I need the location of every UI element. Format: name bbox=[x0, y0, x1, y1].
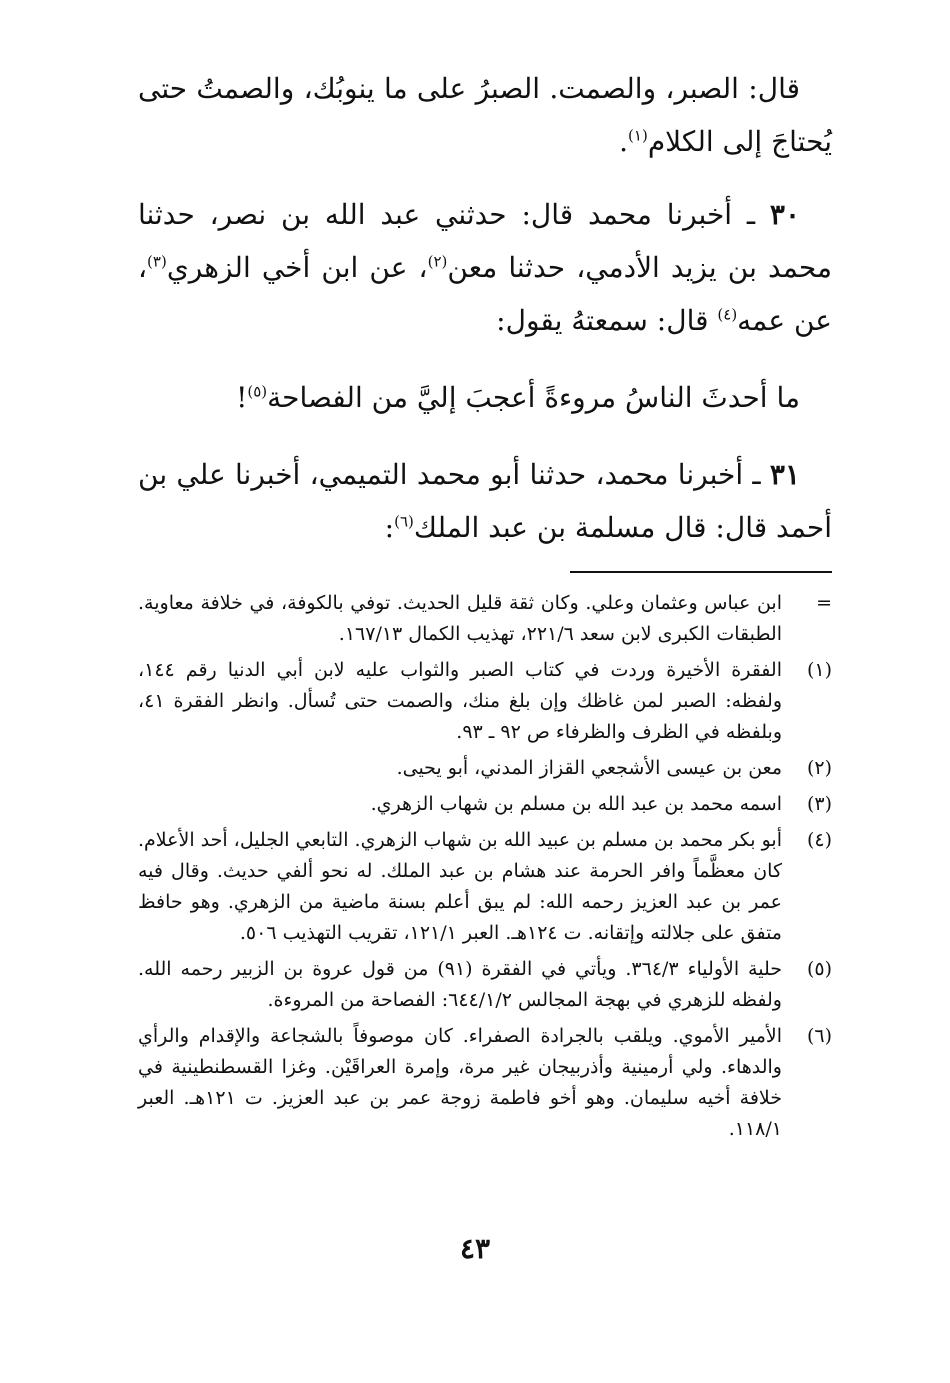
main-text bbox=[138, 62, 832, 554]
page-number: ٤٣ bbox=[459, 1232, 491, 1265]
paragraph-number: ٣٠ bbox=[769, 198, 800, 231]
footnote-ref: (٦) bbox=[394, 512, 414, 531]
footnote-mark: (٣) bbox=[806, 793, 832, 815]
paragraph-31 bbox=[138, 448, 832, 554]
footnote-4 bbox=[138, 825, 832, 949]
text: قال: الصبر، والصمت. الصبرُ على ما ينوبُك، والصمتُ حتى يُحتاجَ إلى الكلام bbox=[138, 72, 832, 158]
footnote-3 bbox=[138, 789, 832, 820]
footnote-text: الفقرة الأخيرة وردت في كتاب الصبر والثواب عليه لابن أبي الدنيا رقم ١٤٤، ولفظه: الصبر لمن غاظك وإن بلغ منك، والصمت حتى تُسأل. وانظر الفقرة ٤١، وبلفظه في الظرف والظرفاء ص ٩٢ ـ ٩٣. bbox=[138, 659, 782, 743]
text: قال: سمعتهُ يقول: bbox=[496, 304, 718, 337]
footnotes bbox=[138, 588, 832, 1150]
text: : bbox=[384, 511, 395, 544]
paragraph-29-end bbox=[138, 62, 832, 168]
footnote-mark: (٤) bbox=[806, 829, 832, 851]
footnote-mark: (٥) bbox=[806, 958, 832, 980]
text: ! bbox=[236, 381, 248, 414]
footnote-ref: (١) bbox=[628, 126, 648, 145]
footnote-ref: (٢) bbox=[427, 252, 448, 271]
paragraph-number: ٣١ bbox=[769, 458, 800, 491]
footnote-ref: (٤) bbox=[717, 305, 738, 324]
text: ، عن ابن أخي الزهري bbox=[166, 251, 428, 284]
text: . bbox=[619, 125, 629, 158]
footnote-5 bbox=[138, 954, 832, 1016]
footnote-text: اسمه محمد بن عبد الله بن مسلم بن شهاب الزهري. bbox=[370, 793, 782, 815]
footnote-mark: (٦) bbox=[806, 1025, 832, 1047]
paragraph-30 bbox=[138, 188, 832, 347]
footnote-mark: (٢) bbox=[806, 757, 832, 779]
footnote-text: حلية الأولياء ٣٦٤/٣. ويأتي في الفقرة (٩١) من قول عروة بن الزبير رحمه الله. ولفظه للزهري في بهجة المجالس ٦٤٤/١/٢: الفصاحة من المروءة. bbox=[138, 958, 783, 1011]
footnote-text: معن بن عيسى الأشجعي القزاز المدني، أبو يحيى. bbox=[396, 757, 782, 779]
footnote-text: ابن عباس وعثمان وعلي. وكان ثقة قليل الحديث. توفي بالكوفة، في خلافة معاوية. الطبقات الكبرى لابن سعد ٢٢١/٦، تهذيب الكمال ١٦٧/١٣. bbox=[138, 592, 782, 645]
footnote-text: الأمير الأموي. ويلقب بالجرادة الصفراء. كان موصوفاً بالشجاعة والإقدام والرأي والدهاء. ولي أرمينية وأذربيجان غير مرة، وإمرة العراقَيْن. وغزا القسطنطينية في خلافة أخيه سليمان. وهو أخو فاطمة زوجة عمر بن عبد العزيز. ت ١٢١هـ. العبر ١١٨/١. bbox=[138, 1025, 782, 1140]
text: ما أحدثَ الناسُ مروءةً أعجبَ إليَّ من الفصاحة bbox=[267, 381, 800, 414]
footnote-ref: (٥) bbox=[247, 382, 268, 401]
footnote-ref: (٣) bbox=[147, 252, 167, 271]
text: ـ أخبرنا محمد، حدثنا أبو محمد التميمي، أخبرنا علي بن أحمد قال: قال مسلمة بن عبد الملك bbox=[138, 458, 832, 544]
text: ـ أخبرنا محمد قال: حدثني عبد الله بن نصر، حدثنا محمد بن يزيد الأدمي، حدثنا معن bbox=[138, 198, 832, 284]
footnote-mark: (١) bbox=[806, 659, 832, 681]
footnote-continued bbox=[138, 588, 832, 650]
quote-30 bbox=[138, 371, 832, 424]
footnote-6 bbox=[138, 1021, 832, 1145]
footnote-2 bbox=[138, 753, 832, 784]
footnote-text: أبو بكر محمد بن مسلم بن عبيد الله بن شهاب الزهري. التابعي الجليل، أحد الأعلام. كان معظَّماً وافر الحرمة عند هشام بن عبد الملك. له نحو ألفي حديث. وقال فيه عمر بن عبد العزيز رحمه الله: لم يبق أعلم بسنة ماضية من الزهري. وهو حافظ متفق على جلالته وإتقانه. ت ١٢٤هـ. العبر ١٢١/١، تقريب التهذيب ٥٠٦. bbox=[138, 829, 782, 944]
text: ، عن عمه bbox=[138, 251, 832, 337]
footnote-1 bbox=[138, 655, 832, 748]
footnote-separator bbox=[570, 571, 832, 573]
footnote-mark: = bbox=[816, 592, 832, 614]
